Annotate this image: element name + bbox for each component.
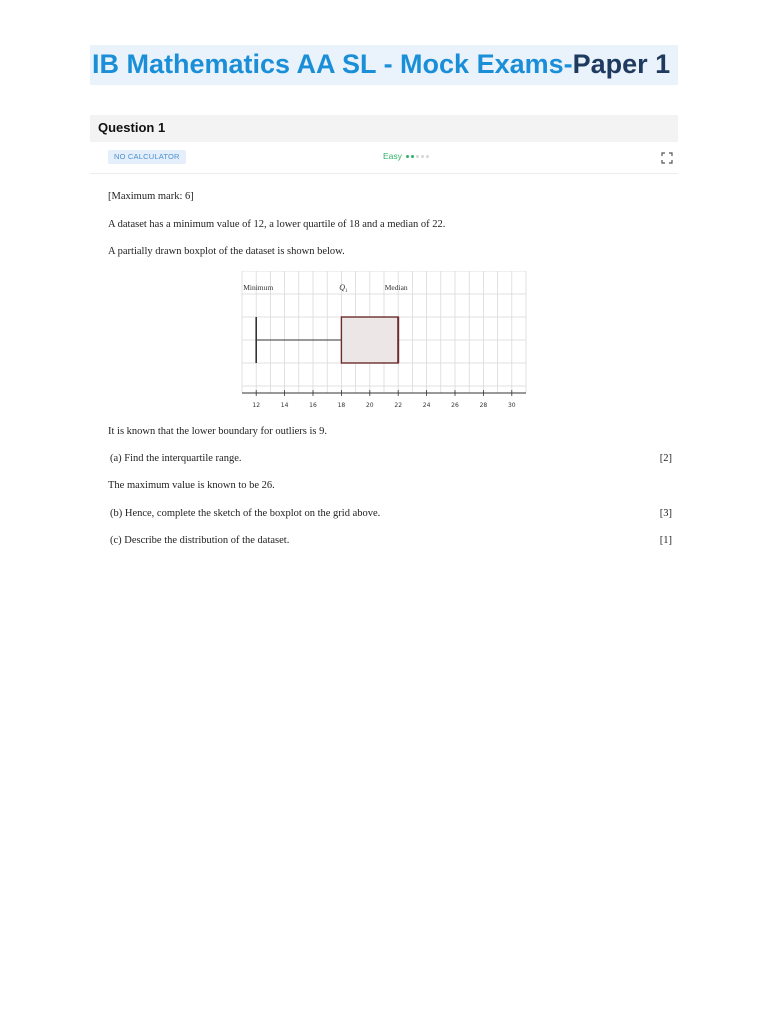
question-title: Question 1 — [98, 120, 166, 135]
x-tick-label: 28 — [479, 402, 488, 409]
no-calculator-badge: NO CALCULATOR — [108, 150, 186, 164]
part-a-text: (a) Find the interquartile range. — [110, 453, 242, 464]
page-title-bar — [90, 45, 678, 85]
box-rect — [341, 317, 398, 363]
part-c-text: (c) Describe the distribution of the dataset. — [110, 535, 290, 546]
difficulty-label: Easy — [383, 151, 402, 161]
difficulty-indicator — [383, 151, 429, 161]
x-tick-label: 18 — [337, 402, 346, 409]
x-tick-label: 24 — [422, 402, 431, 409]
page-title-paper: Paper 1 — [572, 49, 671, 79]
part-b-marks: [3] — [659, 508, 672, 519]
page-title-main: IB Mathematics AA SL - Mock Exams- — [92, 49, 573, 79]
difficulty-dot — [421, 155, 424, 158]
maximum-statement: The maximum value is known to be 26. — [108, 480, 275, 491]
boxplot-intro: A partially drawn boxplot of the dataset is shown below. — [108, 246, 345, 257]
x-tick-label: 30 — [507, 402, 516, 409]
difficulty-dot — [426, 155, 429, 158]
max-mark: [Maximum mark: 6] — [108, 191, 194, 202]
question-meta-bar — [90, 143, 678, 174]
part-b-text: (b) Hence, complete the sketch of the boxplot on the grid above. — [110, 508, 381, 519]
expand-icon[interactable] — [661, 152, 673, 164]
outlier-statement: It is known that the lower boundary for outliers is 9. — [108, 426, 328, 437]
question-header — [90, 115, 678, 142]
part-a-marks: [2] — [659, 453, 672, 464]
difficulty-dots — [404, 151, 429, 161]
x-tick-label: 16 — [309, 402, 317, 409]
label-q1: $Q_1$ — [339, 283, 348, 294]
x-tick-label: 20 — [365, 402, 374, 409]
difficulty-dot — [416, 155, 419, 158]
label-minimum: Minimum — [243, 283, 274, 292]
label-median: Median — [384, 283, 408, 292]
question-intro: A dataset has a minimum value of 12, a lower quartile of 18 and a median of 22. — [108, 219, 446, 230]
boxplot-chart — [238, 271, 530, 411]
x-tick-label: 26 — [451, 402, 459, 409]
question-card — [90, 115, 678, 552]
x-tick-label: 12 — [252, 402, 261, 409]
x-tick-label: 14 — [280, 402, 289, 409]
x-tick-label: 22 — [394, 402, 403, 409]
difficulty-dot — [411, 155, 414, 158]
page-title — [92, 49, 670, 80]
part-c-marks: [1] — [659, 535, 672, 546]
difficulty-dot — [406, 155, 409, 158]
